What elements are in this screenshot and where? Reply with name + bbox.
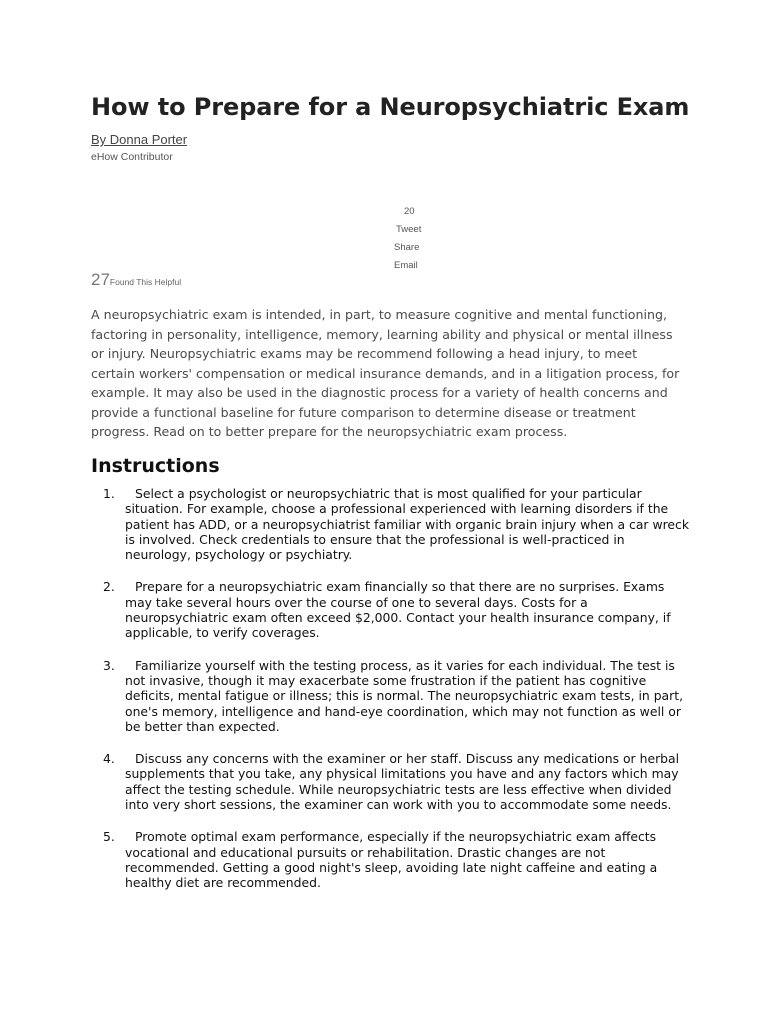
step-number: 1. — [103, 486, 115, 501]
share-button[interactable]: Share — [394, 242, 420, 253]
step-text: Discuss any concerns with the examiner or her staff. Discuss any medications or herbal supplements that you take, any physical limitations you have and any factors which may affect the testing schedule. While neuropsychiatric tests are less effective when divided into very short sessions, the examiner can work with you to accommodate some needs. — [125, 751, 680, 813]
share-count: 20 — [404, 206, 415, 217]
helpful-count: 27 — [91, 270, 110, 289]
instruction-step — [91, 579, 691, 640]
step-text: Select a psychologist or neuropsychiatric that is most qualified for your particular situation. For example, choose a professional experienced with learning disorders if the patient has ADD, or a neuropsychiatrist familiar with organic brain injury when a car wreck is involved. Check credentials to ensure that the professional is well-practiced in neurology, psychology or psychiatry. — [125, 486, 690, 563]
instructions-list — [91, 486, 691, 908]
helpful-counter[interactable] — [91, 270, 181, 290]
article — [91, 92, 691, 891]
step-text: Familiarize yourself with the testing process, as it varies for each individual. The test is not invasive, though it may exacerbate some frustration if the patient has cognitive deficits, mental fatigue or illness; this is normal. The neuropsychiatric exam tests, in part, one's memory, intelligence and hand-eye coordination, which may not function as well or be better than expected. — [125, 657, 684, 734]
page-title: How to Prepare for a Neuropsychiatric Exam — [91, 93, 690, 121]
instruction-step — [91, 658, 691, 734]
step-number: 2. — [103, 579, 115, 595]
email-button[interactable]: Email — [394, 260, 418, 271]
author-link[interactable]: By Donna Porter — [91, 132, 188, 147]
instructions-heading: Instructions — [91, 455, 220, 477]
byline — [91, 132, 691, 165]
share-box — [391, 203, 421, 275]
helpful-label: Found This Helpful — [109, 277, 182, 287]
instruction-step — [91, 486, 691, 562]
tweet-button[interactable]: Tweet — [396, 224, 422, 235]
step-number: 3. — [103, 657, 115, 673]
step-number: 4. — [103, 751, 115, 767]
intro-paragraph: A neuropsychiatric exam is intended, in part, to measure cognitive and mental functioning, factoring in personality, intelligence, memory, learning ability and physical or mental illness or injury. Neuropsychiatric exams may be recommend following a head injury, to meet certain workers' compensation or medical insurance demands, and in a litigation process, for example. It may also be used in the diagnostic process for a variety of health concerns and provide a functional baseline for future comparison to determine disease or treatment progress. Read on to better prepare for the neuropsychiatric exam process. — [91, 307, 680, 439]
author-role: eHow Contributor — [91, 151, 173, 163]
instruction-step — [91, 751, 691, 812]
step-text: Promote optimal exam performance, especially if the neuropsychiatric exam affects vocational and educational pursuits or rehabilitation. Drastic changes are not recommended. Getting a good night's sleep, avoiding late night caffeine and eating a healthy diet are recommended. — [125, 829, 658, 891]
step-number: 5. — [103, 829, 115, 845]
step-text: Prepare for a neuropsychiatric exam financially so that there are no surprises. Exams may take several hours over the course of one to several days. Costs for a neuropsychiatric exam often exceed $2,000. Contact your health insurance company, if applicable, to verify coverages. — [125, 579, 671, 641]
instruction-step — [91, 829, 691, 890]
